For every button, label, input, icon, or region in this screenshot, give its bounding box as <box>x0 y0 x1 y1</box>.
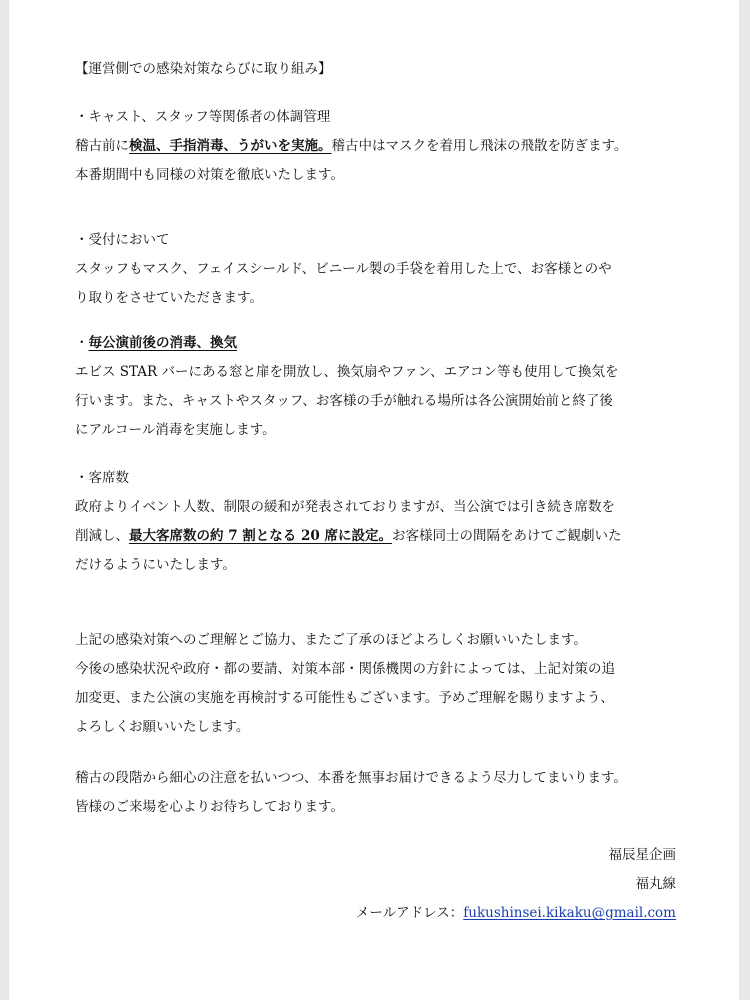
signature-email-line <box>356 899 676 928</box>
health-emphasis: 検温、手指消毒、うがいを実施。 <box>129 138 332 154</box>
final-line-2: 皆様のご来場を心よりお待ちしております。 <box>75 799 344 815</box>
closing-line-1: 上記の感染対策へのご理解とご協力、またご了承のほどよろしくお願いいたします。 <box>75 632 587 648</box>
section-ventilation-line-1: エビス STAR バーにある窓と扉を開放し、換気扇やファン、エアコン等も使用して換気を <box>75 364 619 380</box>
document-header: 【運営側での感染対策ならびに取り組み】 <box>75 61 332 77</box>
email-link[interactable]: fukushinsei.kikaku@gmail.com <box>463 905 676 921</box>
document-page <box>9 0 739 1000</box>
final-paragraph <box>75 764 679 822</box>
section-reception-line-2: り取りをさせていただきます。 <box>75 290 263 306</box>
closing-line-2: 今後の感染状況や政府・都の要請、対策本部・関係機関の方針によっては、上記対策の追 <box>75 661 615 677</box>
ventilation-emphasis: 毎公演前後の消毒、換気 <box>88 335 237 351</box>
section-reception-line-1: スタッフもマスク、フェイスシールド、ビニール製の手袋を着用した上で、お客様とのや <box>75 261 612 277</box>
section-seats-line-2: 削減し、最大客席数の約 7 割となる 20 席に設定。お客様同士の間隔をあけてご観劇いた <box>75 528 622 544</box>
closing-line-3: 加変更、また公演の実施を再検討する可能性もございます。予めご理解を賜りますよう、 <box>75 690 614 706</box>
section-seats-heading: ・客席数 <box>75 470 129 486</box>
section-seats-line-3: だけるようにいたします。 <box>75 557 236 573</box>
section-ventilation-line-2: 行います。また、キャストやスタッフ、お客様の手が触れる場所は各公演開始前と終了後 <box>75 393 613 409</box>
document-header-block <box>75 55 679 84</box>
section-health-line-1: 稽古前に検温、手指消毒、うがいを実施。稽古中はマスクを着用し飛沫の飛散を防ぎます。 <box>75 138 628 154</box>
signature-org: 福辰星企画 <box>608 847 676 863</box>
section-health-heading: ・キャスト、スタッフ等関係者の体調管理 <box>75 109 331 125</box>
section-seats-line-1: 政府よりイベント人数、制限の緩和が発表されておりますが、当公演では引き続き席数を <box>75 499 615 515</box>
closing-line-4: よろしくお願いいたします。 <box>75 719 250 735</box>
section-ventilation-line-3: にアルコール消毒を実施します。 <box>75 422 276 438</box>
seats-emphasis: 最大客席数の約 7 割となる 20 席に設定。 <box>129 528 392 544</box>
final-line-1: 稽古の段階から細心の注意を払いつつ、本番を無事お届けできるよう尽力してまいります。 <box>75 770 627 786</box>
section-reception <box>75 226 679 313</box>
section-health <box>75 103 679 190</box>
section-reception-heading: ・受付において <box>75 232 170 248</box>
signature-name: 福丸線 <box>635 876 676 892</box>
closing-paragraph <box>75 626 679 742</box>
section-ventilation-heading: ・毎公演前後の消毒、換気 <box>75 335 237 351</box>
email-label: メールアドレス： <box>355 905 464 921</box>
section-seats <box>75 464 679 580</box>
section-health-line-2: 本番期間中も同様の対策を徹底いたします。 <box>75 167 344 183</box>
section-ventilation <box>75 329 679 445</box>
